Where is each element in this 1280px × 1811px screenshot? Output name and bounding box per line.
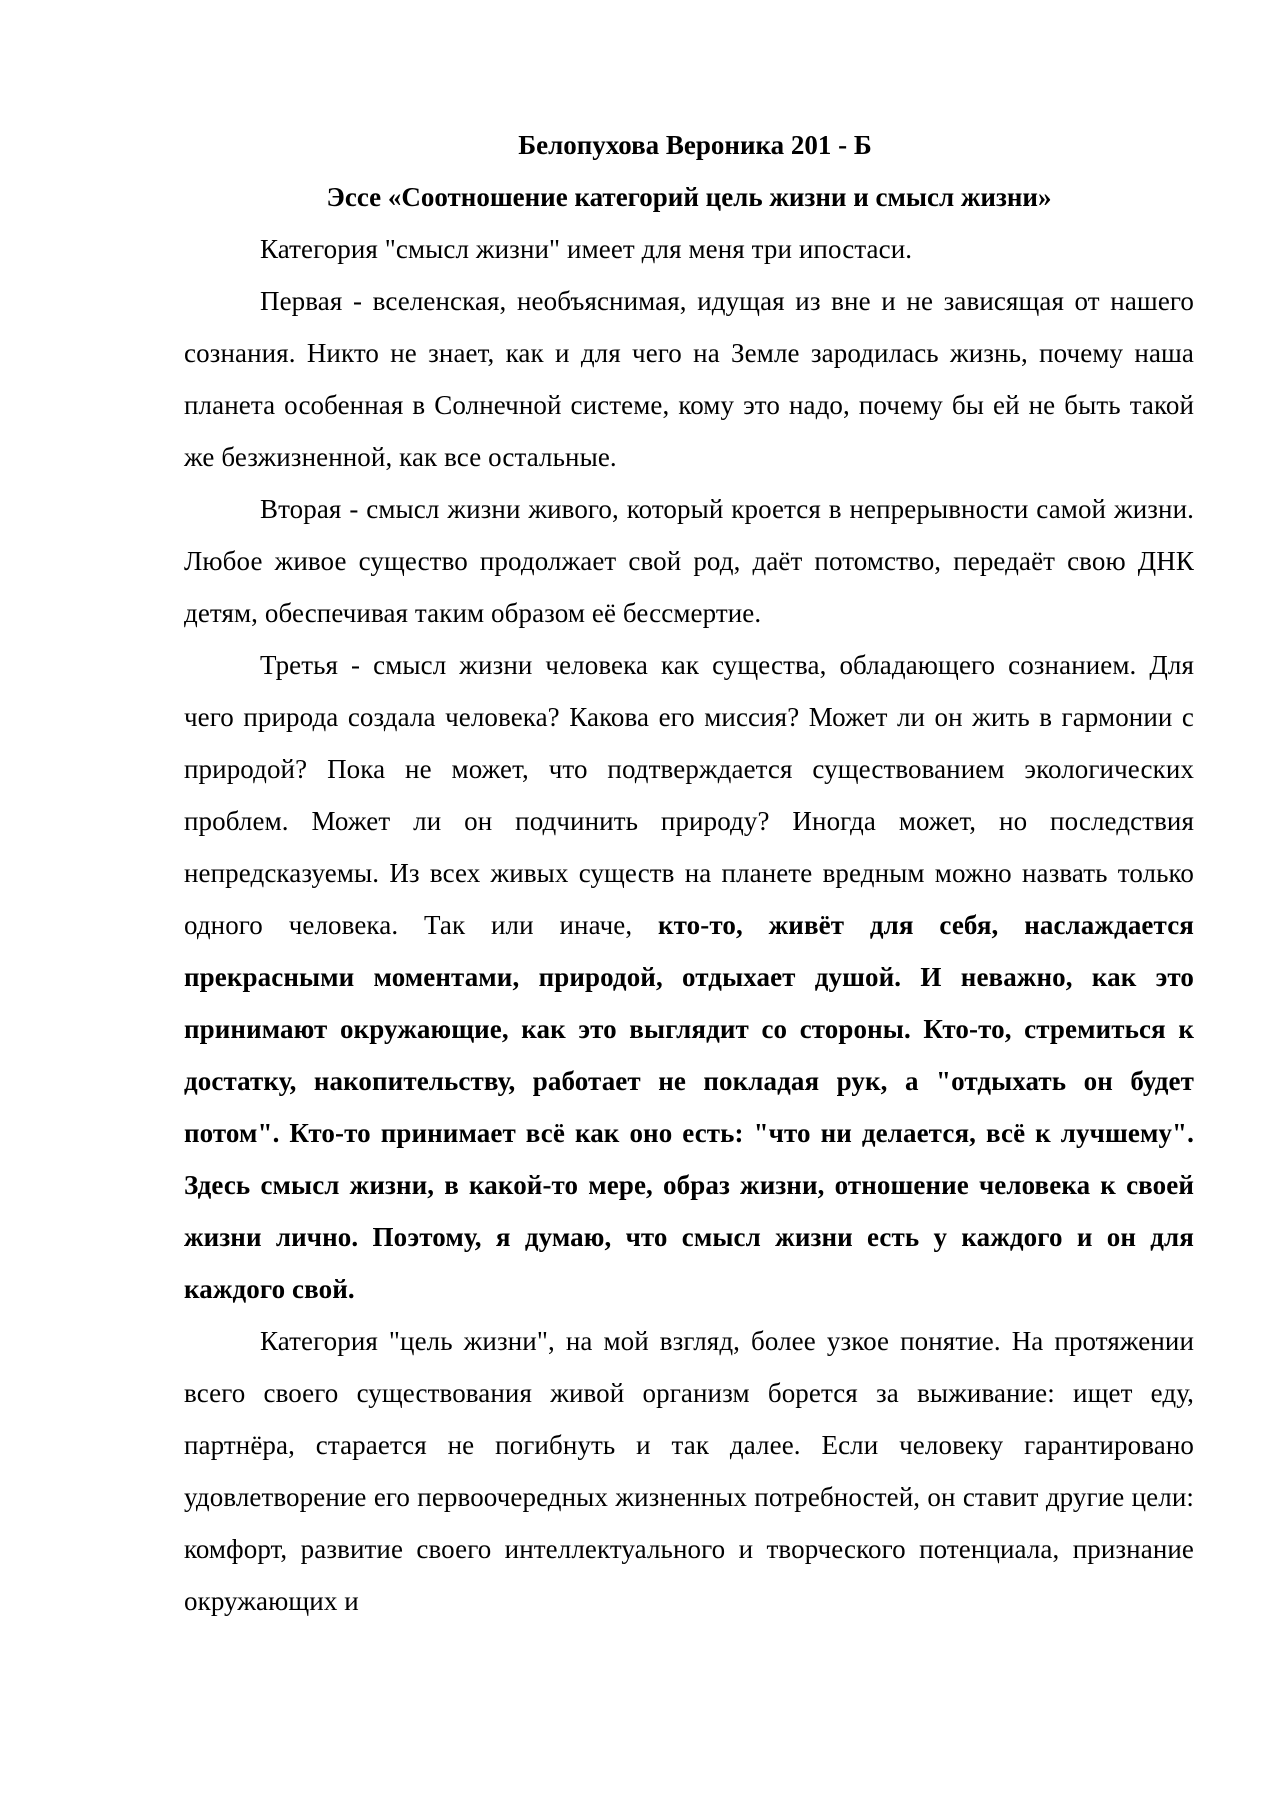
paragraph-2: Первая - вселенская, необъяснимая, идущая из вне и не зависящая от нашего сознания. Никто не знает, как и для чего на Земле зародилась жизнь, почему наша планета особенная в Солнечной системе, кому это надо, почему бы ей не быть такой же безжизненной, как все остальные.	[184, 286, 1194, 472]
paragraph-5: Категория "цель жизни", на мой взгляд, более узкое понятие. На протяжении всего своего существования живой организм борется за выживание: ищет еду, партнёра, старается не погибнуть и так далее. Если человеку гарантировано удовлетворение его первоочередных жизненных потребностей, он ставит другие цели: комфорт, развитие своего интеллектуального и творческого потенциала, признание окружающих и	[184, 1326, 1194, 1616]
paragraph-4	[184, 639, 1194, 1315]
author-line: Белопухова Вероника 201 - Б	[518, 130, 872, 160]
paragraph-4-text: Третья - смысл жизни человека как существа, обладающего сознанием. Для чего природа создала человека? Какова его миссия? Может ли он жить в гармонии с природой? Пока не может, что подтверждается существованием экологических проблем. Может ли он подчинить природу? Иногда может, но последствия непредсказуемы. Из всех живых существ на планете вредным можно назвать только одного человека. Так или иначе,	[184, 650, 1194, 940]
document-body	[184, 119, 1194, 1627]
essay-title: Эссе «Соотношение категорий цель жизни и смысл жизни»	[326, 182, 1052, 212]
paragraph-1: Категория "смысл жизни" имеет для меня три ипостаси.	[260, 234, 913, 264]
paragraph-3: Вторая - смысл жизни живого, который кроется в непрерывности самой жизни. Любое живое существо продолжает свой род, даёт потомство, передаёт свою ДНК детям, обеспечивая таким образом её бессмертие.	[184, 494, 1194, 628]
paragraph-4-bold-text: кто-то, живёт для себя, наслаждается прекрасными моментами, природой, отдыхает душой. И неважно, как это принимают окружающие, как это выглядит со стороны. Кто-то, стремиться к достатку, накопительству, работает не покладая рук, а "отдыхать он будет потом". Кто-то принимает всё как оно есть: "что ни делается, всё к лучшему". Здесь смысл жизни, в какой-то мере, образ жизни, отношение человека к своей жизни лично. Поэтому, я думаю, что смысл жизни есть у каждого и он для каждого свой.	[184, 910, 1194, 1304]
